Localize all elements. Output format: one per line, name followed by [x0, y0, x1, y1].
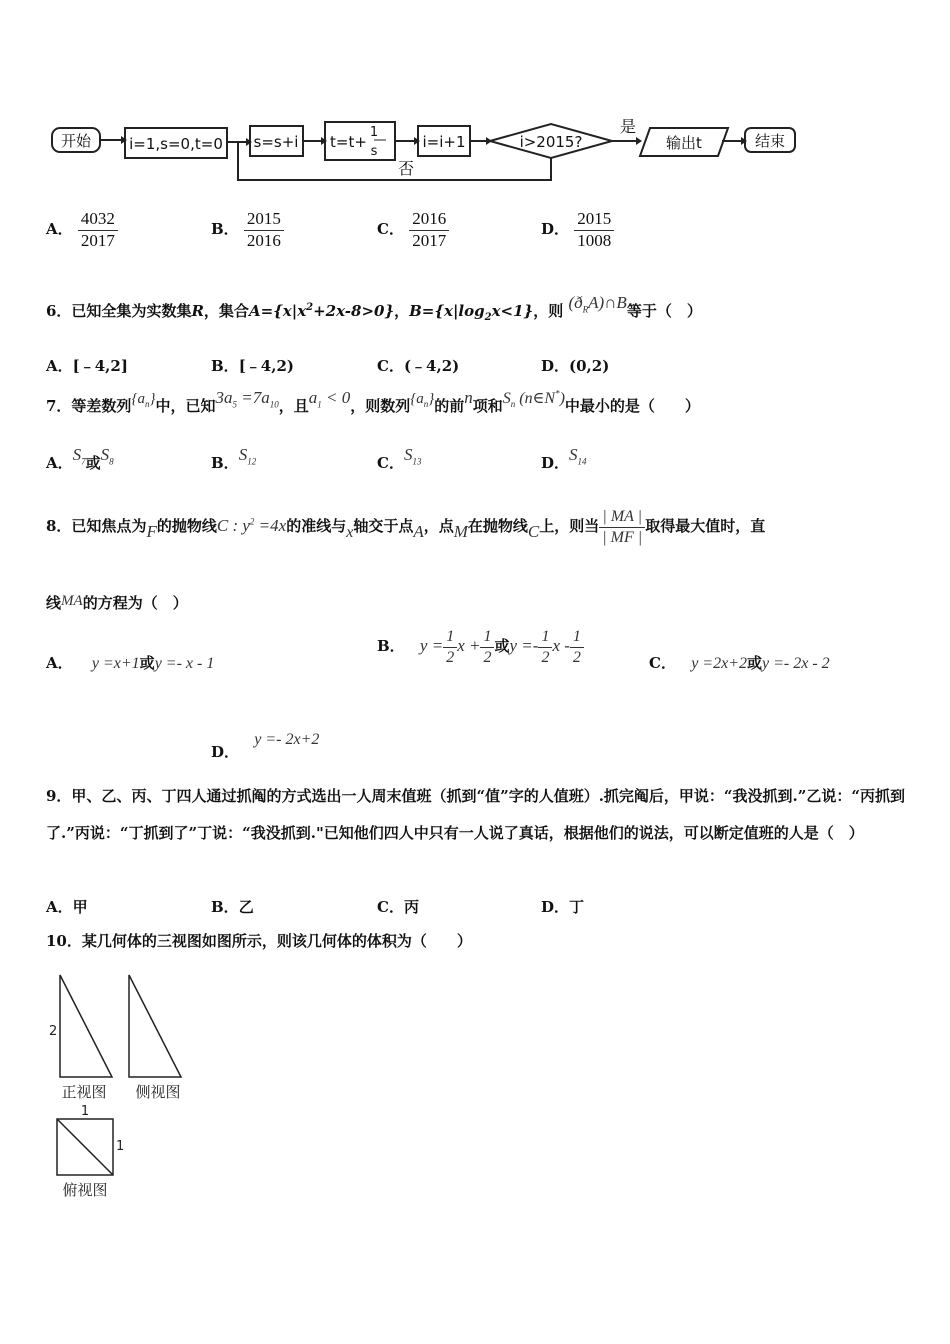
- q8-option-b[interactable]: B． y = $\frac{1}{2}$ x + $\frac{1}{2}$ 或y =- $\frac{1}{2}$ x - $\frac{1}{2}$: [377, 628, 584, 666]
- flow-output-text: 输出t: [666, 134, 702, 152]
- flowchart: [0, 100, 950, 200]
- dim-1-top-label: 1: [80, 1104, 90, 1119]
- q7-stem: 7．等差数列$\{a_n\}$中，已知$3a_5 =7a_{10}$，且$a_1 < 0$，则数列$\{a_n\}$的前n项和$S_n$ (n∈N*)中最小的是（ ）: [46, 388, 700, 415]
- top-view-label: 俯视图: [62, 1181, 108, 1199]
- three-view-figure: [40, 965, 200, 1205]
- q7-option-d[interactable]: D．$S_{14}$: [541, 445, 587, 472]
- q5-option-a[interactable]: A． $\frac{4032}{2017}$: [46, 210, 118, 250]
- front-view-triangle: [60, 975, 112, 1077]
- q5-option-d[interactable]: D． $\frac{2015}{1008}$: [541, 210, 614, 250]
- q8-option-d[interactable]: D． y =- 2x+2: [211, 731, 320, 761]
- dim-1-right-label: 1: [116, 1139, 125, 1154]
- q6-option-d[interactable]: D．(0,2): [541, 357, 610, 375]
- q6-stem: 6．已知全集为实数集R，集合$A=\{x|x^2+2x-8>0\}$，$B=\{x|\log_2x<1\}$，则 $(ð_RA)\cap B$等于（ ）: [46, 293, 702, 323]
- q8-stem-line1: 8．已知焦点为F的抛物线C : $y^2 =4x$的准线与x轴交于点A，点M在抛物线C上，则当 $\frac{| MA |}{| MF |}$ 取得最大值时，直: [46, 508, 766, 546]
- q9-stem: 9．甲、乙、丙、丁四人通过抓阄的方式选出一人周末值班（抓到“值”字的人值班）.抓完阄后，甲说：“我没抓到.”乙说：“丙抓到了.”丙说：“丁抓到了”丁说：“我没抓到."已知他们四人中只有一人说了真话，根据他们的说法，可以断定值班的人是（ ）: [46, 787, 906, 842]
- flow-s-text: s=s+i: [253, 133, 299, 151]
- front-view-label: 正视图: [61, 1083, 107, 1101]
- q9-option-d[interactable]: D．丁: [541, 898, 585, 916]
- q6-option-b[interactable]: B．[﹣4,2): [211, 357, 294, 375]
- flow-condition-text: i>2015?: [519, 133, 583, 151]
- q8-option-a[interactable]: A． y =x+1或y =- x - 1: [46, 654, 215, 672]
- flow-init-text: i=1,s=0,t=0: [129, 135, 223, 153]
- q9-option-b[interactable]: B．乙: [211, 898, 254, 916]
- flow-yes-text: 是: [620, 117, 637, 136]
- q5-option-c[interactable]: C． $\frac{2016}{2017}$: [377, 210, 449, 250]
- q8-stem-line2: 线MA的方程为（ ）: [46, 593, 188, 612]
- flow-t-num: 1: [369, 125, 379, 140]
- side-view-triangle: [129, 975, 181, 1077]
- q10-stem: 10．某几何体的三视图如图所示，则该几何体的体积为（ ）: [46, 932, 472, 950]
- q9-option-a[interactable]: A．甲: [46, 898, 88, 916]
- q7-option-a[interactable]: A．$S_7$或$S_8$: [46, 445, 114, 472]
- flow-start-text: 开始: [60, 132, 92, 150]
- q5-option-b[interactable]: B． $\frac{2015}{2016}$: [211, 210, 284, 250]
- q7-option-b[interactable]: B．$S_{12}$: [211, 445, 257, 472]
- flow-end-text: 结束: [754, 132, 786, 150]
- flow-t-text: t=t+: [330, 133, 367, 151]
- flow-i-text: i=i+1: [422, 133, 466, 151]
- flow-no-text: 否: [398, 159, 415, 178]
- q7-option-c[interactable]: C．$S_{13}$: [377, 445, 422, 472]
- q6-option-a[interactable]: A．[﹣4,2]: [46, 357, 128, 375]
- q6-option-c[interactable]: C．(﹣4,2): [377, 357, 460, 375]
- flow-t-den: s: [370, 144, 378, 159]
- side-view-label: 侧视图: [135, 1083, 181, 1101]
- dim-2-label: 2: [49, 1024, 58, 1039]
- q9-option-c[interactable]: C．丙: [377, 898, 419, 916]
- q8-option-c[interactable]: C． y =2x+2或y =- 2x - 2: [649, 654, 830, 672]
